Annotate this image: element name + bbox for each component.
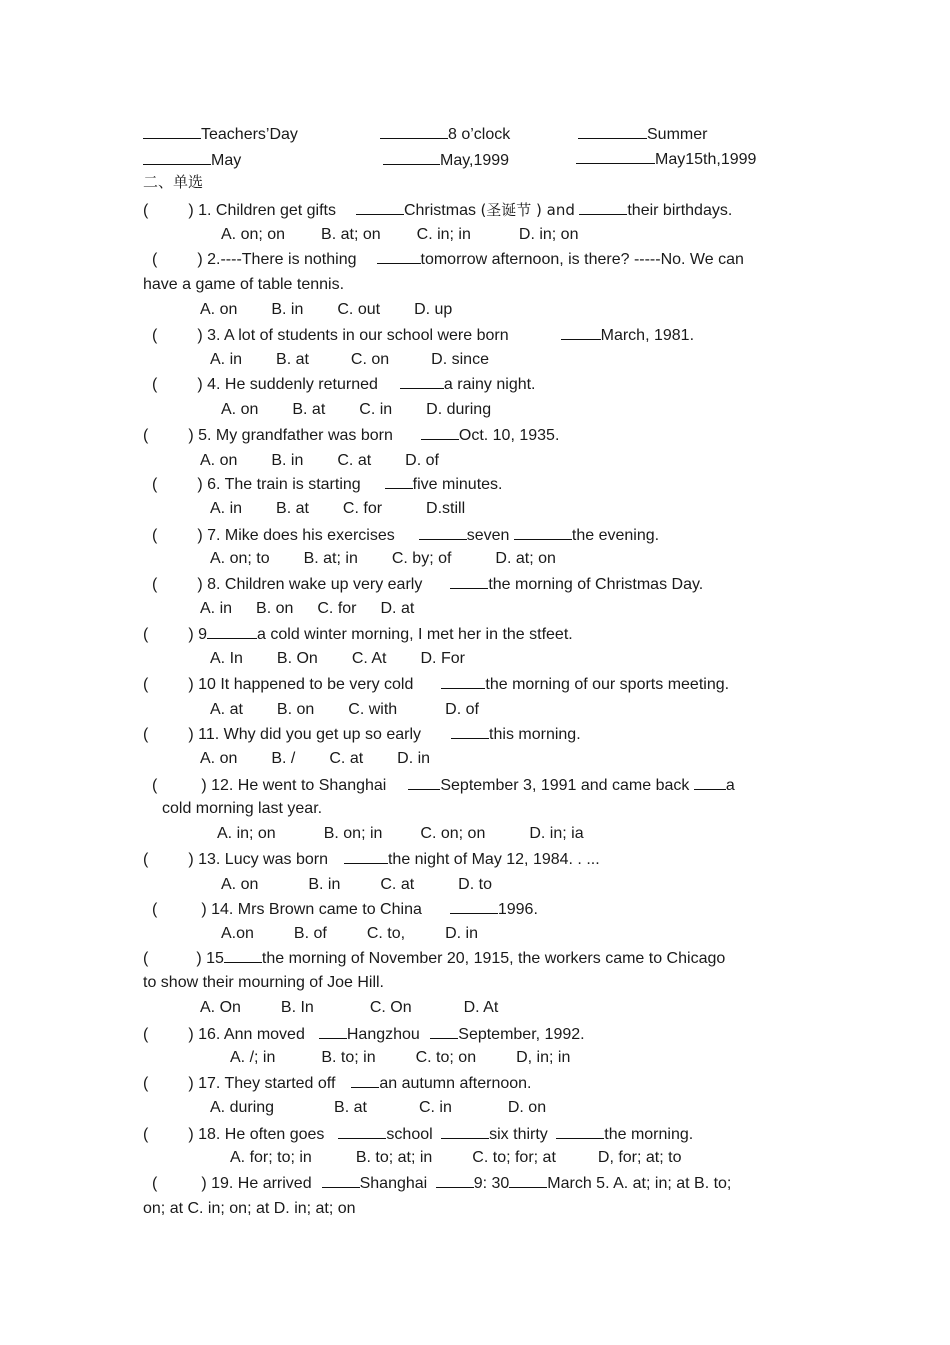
question-stem: 9	[198, 626, 208, 643]
fill-item-3	[578, 124, 707, 145]
question-text: March 5. A. at; in; at B. to;	[547, 1175, 732, 1192]
question-19-continued: on; at C. in; on; at D. in; at; on	[143, 1200, 356, 1217]
question-18	[143, 1124, 693, 1145]
options-11	[200, 749, 430, 769]
option-c: C. at	[337, 452, 372, 469]
answer-blank	[441, 1124, 489, 1139]
answer-paren-open: (	[152, 1175, 158, 1192]
answer-blank	[143, 150, 211, 165]
answer-blank	[224, 948, 262, 963]
options-13	[221, 875, 492, 895]
answer-paren-open: (	[143, 851, 149, 868]
option-b: B. on	[276, 701, 315, 718]
question-stem: 16. Ann moved	[198, 1026, 305, 1043]
option-d: D.still	[426, 500, 466, 517]
answer-paren-open: (	[152, 777, 158, 794]
option-c: C. in	[359, 401, 393, 418]
question-text: March, 1981.	[600, 327, 695, 344]
question-17	[143, 1073, 532, 1094]
answer-blank	[561, 325, 601, 340]
option-a: A. /; in	[230, 1049, 276, 1066]
answer-paren-open: (	[143, 1075, 149, 1092]
answer-paren-close: )	[196, 950, 202, 967]
option-d: D. in; on	[518, 226, 579, 243]
question-stem: 19. He arrived	[211, 1175, 312, 1192]
options-14	[221, 924, 478, 944]
question-text: this morning.	[489, 726, 581, 743]
answer-paren-open: (	[143, 626, 149, 643]
option-d: D. in	[397, 750, 431, 767]
question-15	[143, 948, 725, 969]
answer-blank	[322, 1173, 360, 1188]
option-a: A. On	[200, 999, 241, 1016]
option-b: B. at	[276, 500, 309, 517]
question-2-continued: have a game of table tennis.	[143, 276, 345, 293]
question-stem: 10 It happened to be very cold	[198, 676, 414, 693]
answer-blank	[436, 1173, 474, 1188]
answer-paren-open: (	[152, 376, 158, 393]
answer-blank	[556, 1124, 604, 1139]
question-text: the morning of our sports meeting.	[485, 676, 730, 693]
option-b: B. in	[271, 301, 304, 318]
option-d: D. of	[405, 452, 439, 469]
options-7	[210, 549, 556, 569]
option-a: A. in	[210, 500, 243, 517]
fill-label: May	[211, 152, 242, 169]
options-9	[210, 649, 465, 669]
option-a: A. during	[210, 1099, 275, 1116]
question-text: 1996.	[497, 901, 538, 918]
answer-paren-close: )	[188, 1026, 194, 1043]
answer-blank	[383, 150, 440, 165]
option-b: B. at; in	[303, 550, 358, 567]
answer-paren-close: )	[188, 1126, 194, 1143]
option-b: B. On	[276, 650, 318, 667]
answer-paren-open: (	[143, 427, 149, 444]
question-stem: 14. Mrs Brown came to China	[211, 901, 422, 918]
answer-paren-close: )	[188, 1075, 194, 1092]
question-15-continued: to show their mourning of Joe Hill.	[143, 974, 384, 991]
answer-paren-close: )	[188, 726, 194, 743]
question-16	[143, 1024, 585, 1045]
question-1	[143, 200, 732, 221]
option-d: D. in; ia	[529, 825, 584, 842]
answer-blank	[380, 124, 448, 139]
question-text: Shanghai	[359, 1175, 428, 1192]
option-d: D. At	[463, 999, 499, 1016]
question-text: tomorrow afternoon, is there? -----No. We can	[420, 251, 744, 268]
question-stem: 17. They started off	[198, 1075, 336, 1092]
option-a: A. in; on	[217, 825, 276, 842]
answer-paren-close: )	[201, 777, 207, 794]
option-c: C. to; on	[415, 1049, 477, 1066]
question-text: an autumn afternoon.	[379, 1075, 532, 1092]
question-text: September, 1992.	[458, 1026, 585, 1043]
option-a: A. on	[221, 401, 259, 418]
fill-label: Summer	[647, 126, 708, 143]
option-a: A. in	[200, 600, 233, 617]
answer-blank	[143, 124, 201, 139]
option-a: A. In	[210, 650, 243, 667]
question-text: seven	[466, 527, 510, 544]
question-6	[152, 474, 502, 495]
answer-blank	[356, 200, 404, 215]
options-2	[200, 300, 452, 320]
option-b: B. on; in	[323, 825, 383, 842]
fill-item-5	[383, 150, 509, 171]
option-c: C. to; for; at	[472, 1149, 556, 1166]
answer-blank	[351, 1073, 379, 1088]
question-stem: 12. He went to Shanghai	[211, 777, 387, 794]
option-c: C. by; of	[391, 550, 452, 567]
answer-paren-open: (	[143, 1026, 149, 1043]
option-a: A. on; to	[210, 550, 270, 567]
option-b: B. to; in	[321, 1049, 376, 1066]
options-16	[230, 1048, 570, 1068]
question-text: Christmas	[403, 202, 476, 219]
answer-blank	[441, 674, 485, 689]
answer-blank	[450, 899, 498, 914]
option-a: A. at	[210, 701, 243, 718]
question-text: the morning.	[604, 1126, 694, 1143]
option-b: B. In	[280, 999, 314, 1016]
option-c: C. on	[350, 351, 390, 368]
option-a: A. on; on	[221, 226, 286, 243]
question-12-continued: cold morning last year.	[162, 800, 323, 817]
question-text: 9: 30	[473, 1175, 510, 1192]
option-d: D. since	[431, 351, 489, 368]
answer-blank	[319, 1024, 347, 1039]
question-stem: 11. Why did you get up so early	[198, 726, 422, 743]
answer-paren-close: )	[201, 901, 207, 918]
question-text: their birthdays.	[627, 202, 733, 219]
answer-blank	[385, 474, 413, 489]
question-text: (圣诞节 ) and	[480, 201, 575, 219]
answer-paren-close: )	[197, 576, 203, 593]
option-a: A. on	[200, 452, 238, 469]
option-b: B. at	[276, 351, 309, 368]
answer-blank	[514, 525, 572, 540]
answer-paren-open: (	[143, 676, 149, 693]
fill-item-2	[380, 124, 510, 145]
options-4	[221, 400, 491, 420]
option-c: C. in; in	[416, 226, 471, 243]
options-8	[200, 599, 414, 619]
question-text: a cold winter morning, I met her in the stfeet.	[257, 626, 573, 643]
question-5	[143, 425, 559, 446]
option-a: A. on	[200, 301, 238, 318]
question-text: Hangzhou	[346, 1026, 420, 1043]
options-17	[210, 1098, 546, 1118]
answer-blank	[576, 149, 655, 164]
fill-label: May,1999	[440, 152, 510, 169]
answer-paren-close: )	[197, 251, 203, 268]
question-stem: 5. My grandfather was born	[198, 427, 393, 444]
question-stem: 7. Mike does his exercises	[207, 527, 395, 544]
answer-paren-close: )	[197, 527, 203, 544]
option-d: D. For	[420, 650, 465, 667]
answer-paren-close: )	[197, 376, 203, 393]
option-d: D. during	[426, 401, 492, 418]
options-12	[217, 824, 584, 844]
question-text: the morning of Christmas Day.	[488, 576, 704, 593]
question-stem: 15	[206, 950, 224, 967]
options-18	[230, 1148, 681, 1168]
option-b: B. on	[256, 600, 294, 617]
question-stem: 2.----There is nothing	[207, 251, 357, 268]
option-b: B. at	[292, 401, 326, 418]
option-d: D. on	[507, 1099, 547, 1116]
option-c: C. On	[369, 999, 412, 1016]
question-text: a rainy night.	[443, 376, 536, 393]
answer-blank	[430, 1024, 458, 1039]
answer-paren-close: )	[188, 626, 194, 643]
options-6	[210, 499, 465, 519]
option-c: C. for	[317, 600, 357, 617]
options-10	[210, 700, 479, 720]
fill-item-6	[576, 149, 756, 170]
answer-paren-close: )	[197, 327, 203, 344]
question-14	[152, 899, 538, 920]
answer-blank	[509, 1173, 547, 1188]
answer-blank	[451, 724, 489, 739]
options-3	[210, 350, 489, 370]
fill-item-1	[143, 124, 298, 145]
option-d: D. of	[445, 701, 479, 718]
answer-paren-close: )	[188, 676, 194, 693]
question-text: the morning of November 20, 1915, the workers came to Chicago	[261, 950, 726, 967]
question-10	[143, 674, 729, 695]
answer-paren-close: )	[188, 427, 194, 444]
question-stem: 18. He often goes	[198, 1126, 325, 1143]
option-b: B. /	[271, 750, 296, 767]
answer-blank	[694, 775, 726, 790]
answer-blank	[408, 775, 440, 790]
option-c: C. in	[418, 1099, 452, 1116]
question-text: Oct. 10, 1935.	[458, 427, 560, 444]
answer-blank	[344, 849, 388, 864]
answer-paren-open: (	[152, 901, 158, 918]
question-text: five minutes.	[412, 476, 503, 493]
answer-paren-open: (	[143, 1126, 149, 1143]
option-c: C. at	[380, 876, 415, 893]
option-c: C. At	[351, 650, 387, 667]
option-a: A. on	[221, 876, 259, 893]
answer-paren-close: )	[188, 202, 194, 219]
answer-paren-open: (	[152, 576, 158, 593]
question-19	[152, 1173, 731, 1194]
option-c: C. out	[337, 301, 381, 318]
answer-paren-open: (	[143, 950, 149, 967]
answer-blank	[579, 200, 627, 215]
option-b: B. in	[308, 876, 341, 893]
option-c: C. at	[329, 750, 364, 767]
option-d: D. up	[414, 301, 453, 318]
answer-paren-close: )	[197, 476, 203, 493]
question-text: September 3, 1991 and came back	[440, 777, 690, 794]
option-d: D. to	[458, 876, 492, 893]
fill-label: 8 o’clock	[448, 126, 511, 143]
question-text: the evening.	[571, 527, 660, 544]
options-15	[200, 998, 498, 1018]
question-12	[152, 775, 735, 796]
fill-label: May15th,1999	[655, 151, 757, 168]
answer-paren-open: (	[152, 327, 158, 344]
answer-paren-open: (	[152, 251, 158, 268]
question-11	[143, 724, 581, 745]
question-2	[152, 249, 744, 270]
answer-blank	[400, 374, 444, 389]
question-text: school	[386, 1126, 433, 1143]
answer-blank	[421, 425, 459, 440]
answer-paren-open: (	[143, 726, 149, 743]
question-4	[152, 374, 536, 395]
option-b: B. at	[334, 1099, 367, 1116]
question-9	[143, 624, 573, 645]
option-d: D. at; on	[495, 550, 556, 567]
answer-blank	[578, 124, 647, 139]
option-b: B. of	[293, 925, 327, 942]
answer-blank	[450, 574, 488, 589]
option-d: D. at	[380, 600, 415, 617]
option-a: A. on	[200, 750, 238, 767]
options-1	[221, 225, 578, 245]
answer-paren-open: (	[152, 527, 158, 544]
option-a: A.on	[221, 925, 254, 942]
question-text: six thirty	[489, 1126, 548, 1143]
option-a: A. in	[210, 351, 243, 368]
answer-blank	[377, 249, 421, 264]
option-c: C. with	[348, 701, 398, 718]
question-text: a	[725, 777, 735, 794]
answer-paren-open: (	[143, 202, 149, 219]
option-d: D, in; in	[516, 1049, 571, 1066]
option-d: D. in	[445, 925, 478, 942]
answer-paren-close: )	[201, 1175, 207, 1192]
option-c: C. for	[342, 500, 383, 517]
question-stem: 4. He suddenly returned	[207, 376, 378, 393]
question-7	[152, 525, 659, 546]
option-b: B. in	[271, 452, 304, 469]
section-title: 二、单选	[143, 173, 204, 191]
question-text: Children get gifts	[215, 202, 336, 219]
question-8	[152, 574, 703, 595]
question-stem: 6. The train is starting	[207, 476, 361, 493]
answer-blank	[207, 624, 257, 639]
question-stem: 8. Children wake up very early	[207, 576, 423, 593]
question-13	[143, 849, 600, 870]
question-3	[152, 325, 694, 346]
answer-blank	[338, 1124, 386, 1139]
question-stem: 1.	[198, 202, 212, 219]
fill-label: Teachers’Day	[201, 126, 298, 143]
question-stem: 3. A lot of students in our school were born	[207, 327, 509, 344]
options-5	[200, 451, 439, 471]
question-stem: 13. Lucy was born	[198, 851, 328, 868]
fill-item-4	[143, 150, 241, 171]
option-a: A. for; to; in	[230, 1149, 312, 1166]
answer-paren-open: (	[152, 476, 158, 493]
answer-paren-close: )	[188, 851, 194, 868]
option-b: B. at; on	[321, 226, 381, 243]
option-c: C. on; on	[420, 825, 486, 842]
answer-blank	[419, 525, 467, 540]
question-text: the night of May 12, 1984. . ...	[387, 851, 600, 868]
option-b: B. to; at; in	[355, 1149, 433, 1166]
option-c: C. to,	[366, 925, 406, 942]
option-d: D, for; at; to	[597, 1149, 682, 1166]
